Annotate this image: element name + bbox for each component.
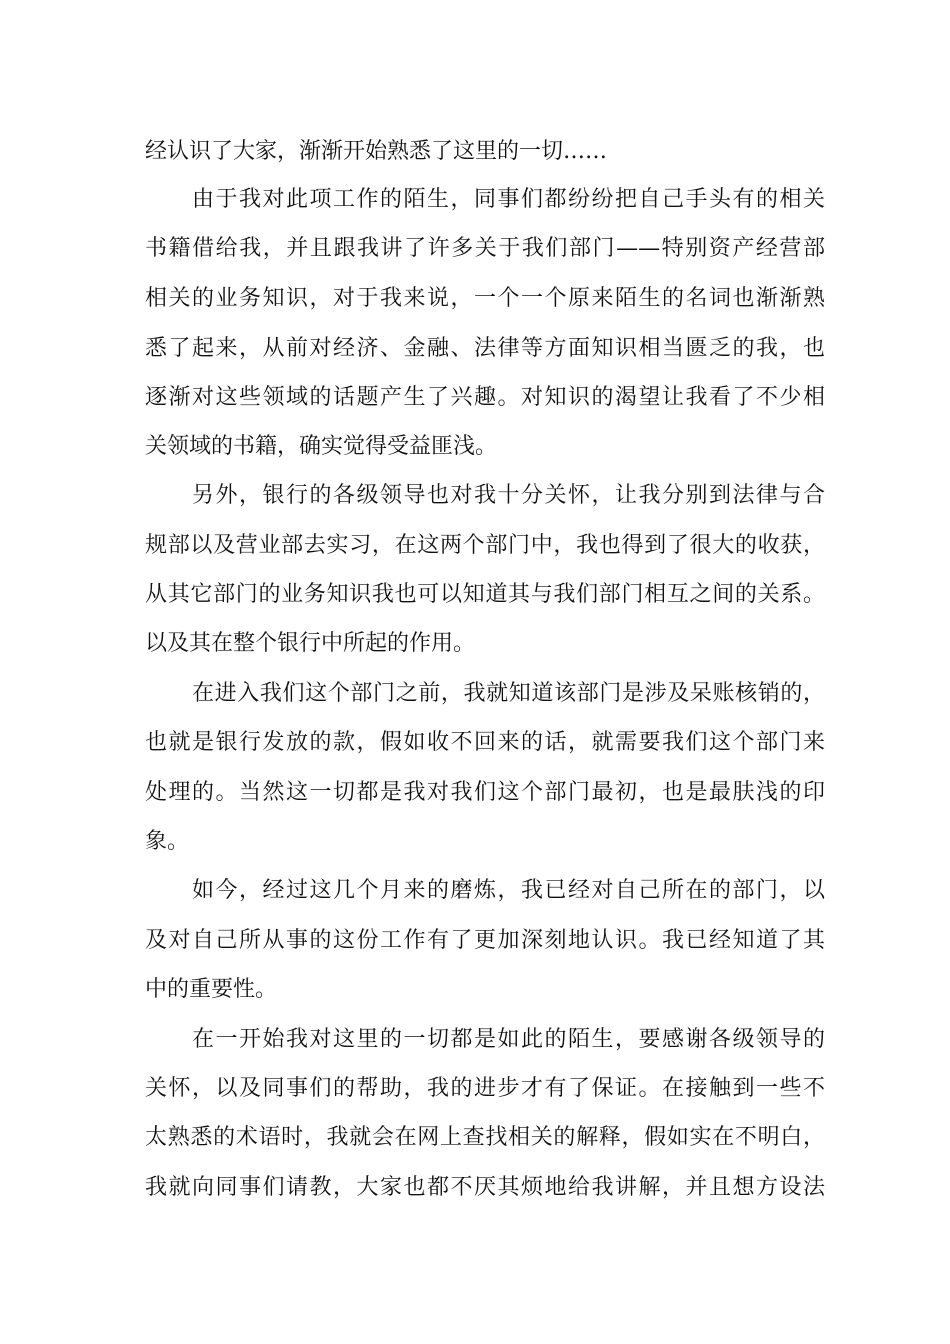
text-line: 在进入我们这个部门之前，我就知道该部门是涉及呆账核销的， [192,681,825,706]
text-line: 相关的业务知识，对于我来说，一个一个原来陌生的名词也渐渐熟 [145,286,825,311]
text-line: 悉了起来，从前对经济、金融、法律等方面知识相当匮乏的我，也 [145,336,825,361]
text-line: 另外，银行的各级领导也对我十分关怀，让我分别到法律与合 [192,483,825,508]
text-line: 在一开始我对这里的一切都是如此的陌生，要感谢各级领导的 [192,1027,825,1052]
text-line: 书籍借给我，并且跟我讲了许多关于我们部门——特别资产经营部 [145,236,825,261]
text-line: 逐渐对这些领域的话题产生了兴趣。对知识的渴望让我看了不少相 [145,385,825,410]
text-line: 我就向同事们请教，大家也都不厌其烦地给我讲解，并且想方设法 [145,1175,825,1200]
text-line: 处理的。当然这一切都是我对我们这个部门最初，也是最肤浅的印 [145,780,825,805]
text-line: 从其它部门的业务知识我也可以知道其与我们部门相互之间的关系。 [145,582,825,607]
text-line: 太熟悉的术语时，我就会在网上查找相关的解释，假如实在不明白， [145,1125,825,1150]
text-line: 如今，经过这几个月来的磨炼，我已经对自己所在的部门，以 [192,878,825,903]
text-line: 经认识了大家，渐渐开始熟悉了这里的一切…… [145,139,608,164]
text-line: 中的重要性。 [145,977,278,1002]
text-line: 由于我对此项工作的陌生，同事们都纷纷把自己手头有的相关 [192,187,825,212]
text-line: 也就是银行发放的款，假如收不回来的话，就需要我们这个部门来 [145,730,825,755]
text-line: 关领域的书籍，确实觉得受益匪浅。 [145,434,498,459]
text-line: 及对自己所从事的这份工作有了更加深刻地认识。我已经知道了其 [145,928,825,953]
text-line: 象。 [145,829,190,854]
text-line: 规部以及营业部去实习，在这两个部门中，我也得到了很大的收获， [145,533,825,558]
text-line: 以及其在整个银行中所起的作用。 [145,631,476,656]
text-line: 关怀，以及同事们的帮助，我的进步才有了保证。在接触到一些不 [145,1076,825,1101]
